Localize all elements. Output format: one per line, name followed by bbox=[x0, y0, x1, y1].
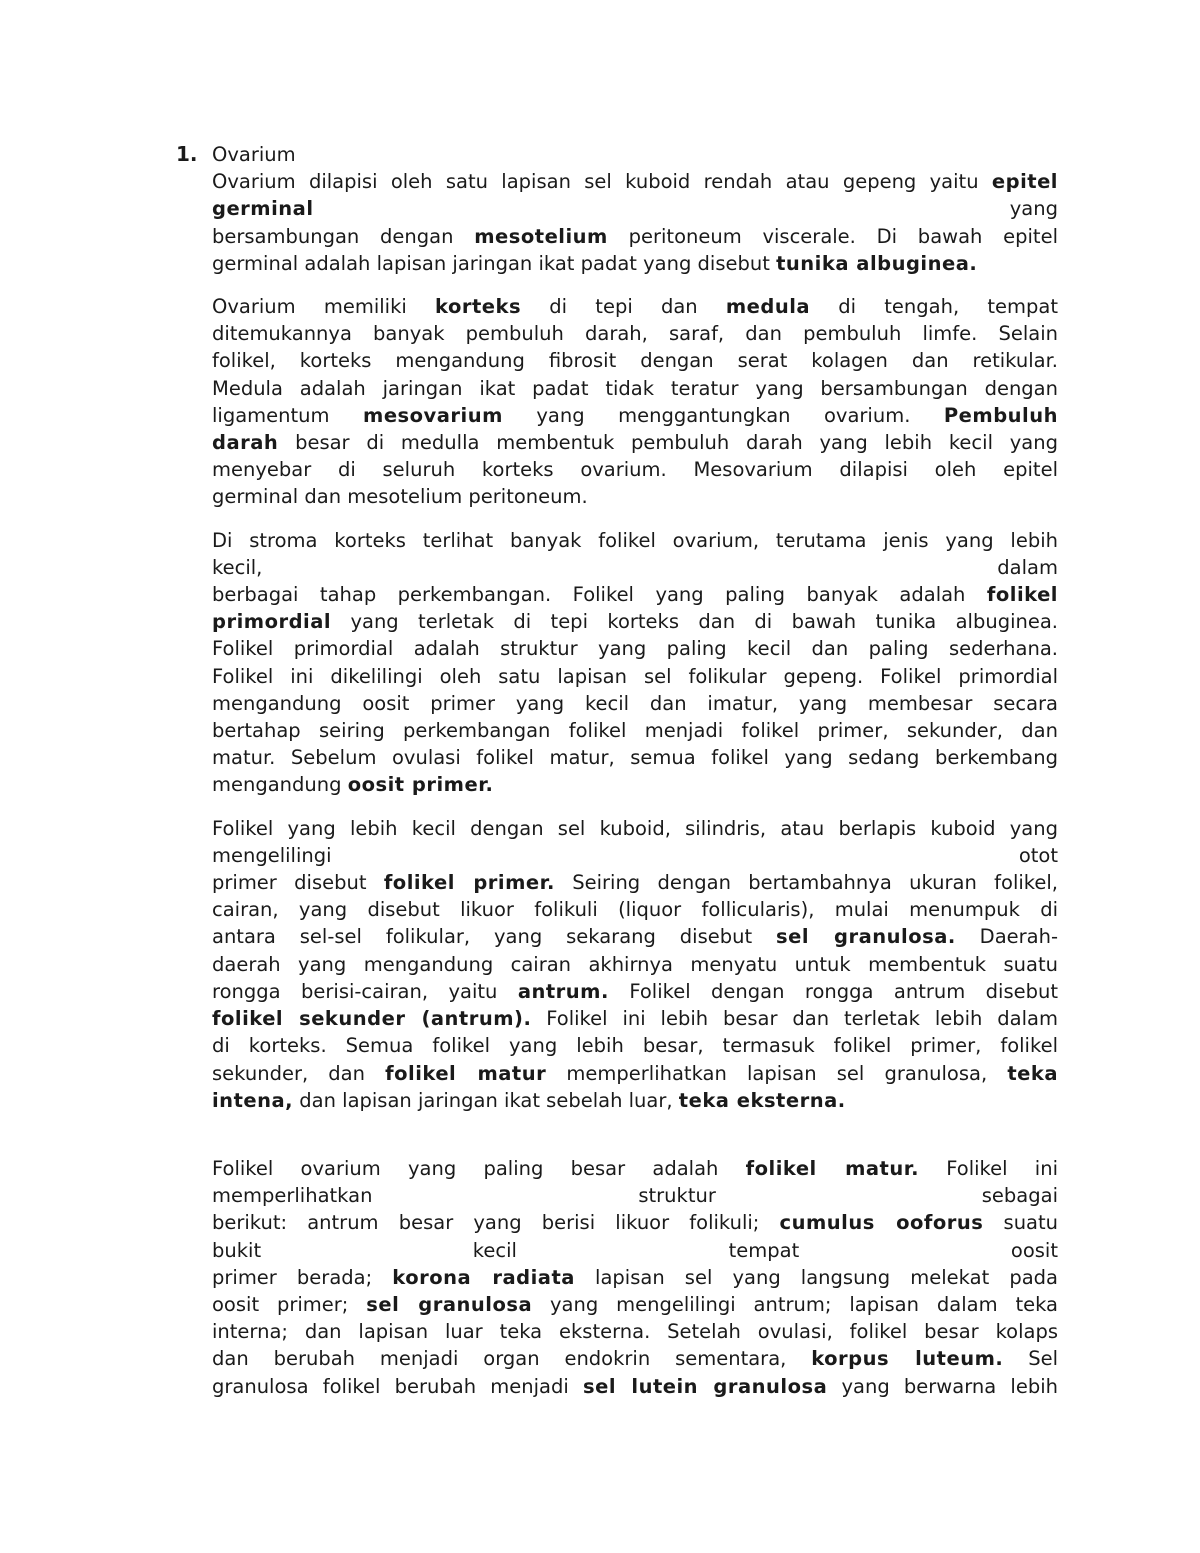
text-run: Folikel dengan rongga antrum disebut bbox=[608, 979, 1058, 1003]
bold-term: antrum. bbox=[517, 979, 609, 1003]
document-body bbox=[212, 141, 1058, 1400]
bold-term: darah bbox=[212, 431, 279, 455]
text-line bbox=[212, 1237, 1058, 1264]
text-line bbox=[212, 923, 1058, 950]
bold-term: tunika albuginea. bbox=[776, 251, 978, 275]
section-heading bbox=[212, 141, 1058, 168]
bold-term: folikel bbox=[986, 583, 1058, 607]
text-run: berbagai tahap perkembangan. Folikel yang paling banyak adalah bbox=[212, 583, 987, 607]
text-run: Seiring dengan bertambahnya ukuran folikel, bbox=[554, 871, 1058, 895]
text-run: Folikel ovarium yang paling besar adalah bbox=[212, 1156, 746, 1180]
text-run: yang mengelilingi antrum; lapisan dalam teka bbox=[532, 1292, 1058, 1316]
text-line bbox=[212, 1087, 1058, 1114]
text-line bbox=[212, 869, 1058, 896]
bold-term: folikel primer. bbox=[383, 871, 555, 895]
text-run: menyebar di seluruh korteks ovarium. Mesovarium dilapisi oleh epitel bbox=[212, 458, 1058, 482]
text-line bbox=[212, 527, 1058, 554]
bold-term: teka eksterna. bbox=[678, 1088, 846, 1112]
text-line bbox=[212, 663, 1058, 690]
text-line bbox=[212, 717, 1058, 744]
text-line bbox=[212, 815, 1058, 842]
text-run: Folikel ini lebih besar dan terletak lebih dalam bbox=[531, 1007, 1058, 1031]
text-run: Folikel primordial adalah struktur yang paling kecil dan paling sederhana. bbox=[212, 637, 1058, 661]
text-run: memperlihatkan struktur sebagai bbox=[212, 1184, 1058, 1208]
text-run: di tepi dan bbox=[521, 295, 726, 319]
bold-term: oosit primer. bbox=[347, 773, 494, 797]
text-line bbox=[212, 554, 1058, 581]
text-line bbox=[212, 250, 1058, 277]
text-run: Medula adalah jaringan ikat padat tidak teratur yang bersambungan dengan bbox=[212, 376, 1058, 400]
text-run: sekunder, dan bbox=[212, 1061, 386, 1085]
text-run: daerah yang mengandung cairan akhirnya menyatu untuk membentuk suatu bbox=[212, 952, 1058, 976]
text-run: primer berada; bbox=[212, 1265, 393, 1289]
text-run: bukit kecil tempat oosit bbox=[212, 1238, 1058, 1262]
text-line bbox=[212, 951, 1058, 978]
bold-term: cumulus ooforus bbox=[779, 1211, 984, 1235]
text-run: yang menggantungkan ovarium. bbox=[502, 403, 944, 427]
bold-term: teka bbox=[1007, 1061, 1058, 1085]
text-line bbox=[212, 456, 1058, 483]
bold-term: korpus luteum. bbox=[811, 1347, 1004, 1371]
text-line bbox=[212, 483, 1058, 510]
text-run: ligamentum bbox=[212, 403, 363, 427]
text-line bbox=[212, 1060, 1058, 1087]
text-line bbox=[212, 1005, 1058, 1032]
text-run: kecil, dalam bbox=[212, 555, 1058, 579]
text-run: Sel bbox=[1003, 1347, 1058, 1371]
text-run: rongga berisi-cairan, yaitu bbox=[212, 979, 518, 1003]
text-run: yang berwarna lebih bbox=[827, 1374, 1058, 1398]
text-line bbox=[212, 293, 1058, 320]
text-run: cairan, yang disebut likuor folikuli (liquor follicularis), mulai menumpuk di bbox=[212, 898, 1058, 922]
text-run: dan lapisan jaringan ikat sebelah luar, bbox=[293, 1088, 679, 1112]
text-line bbox=[212, 744, 1058, 771]
text-run: dan berubah menjadi organ endokrin sementara, bbox=[212, 1347, 812, 1371]
text-line bbox=[212, 1155, 1058, 1182]
text-run: yang terletak di tepi korteks dan di bawah tunika albuginea. bbox=[331, 610, 1058, 634]
text-run: Folikel yang lebih kecil dengan sel kuboid, silindris, atau berlapis kuboid yang bbox=[212, 816, 1058, 840]
bold-term: folikel matur. bbox=[745, 1156, 919, 1180]
text-run: bertahap seiring perkembangan folikel menjadi folikel primer, sekunder, dan bbox=[212, 719, 1058, 743]
text-line bbox=[212, 1182, 1058, 1209]
bold-term: korona radiata bbox=[392, 1265, 575, 1289]
text-run: Di stroma korteks terlihat banyak folikel ovarium, terutama jenis yang lebih bbox=[212, 528, 1058, 552]
text-line bbox=[212, 581, 1058, 608]
list-number: 1. bbox=[176, 142, 198, 166]
text-run: lapisan sel yang langsung melekat pada bbox=[574, 1265, 1058, 1289]
text-line bbox=[212, 842, 1058, 869]
text-line bbox=[212, 195, 1058, 222]
text-run: germinal adalah lapisan jaringan ikat padat yang disebut bbox=[212, 251, 777, 275]
text-run: primer disebut bbox=[212, 871, 384, 895]
text-line bbox=[212, 223, 1058, 250]
bold-term: mesovarium bbox=[363, 403, 503, 427]
text-line bbox=[212, 320, 1058, 347]
text-run: interna; dan lapisan luar teka eksterna. Setelah ovulasi, folikel besar kolaps bbox=[212, 1320, 1058, 1344]
text-run: suatu bbox=[983, 1211, 1059, 1235]
text-run: granulosa folikel berubah menjadi bbox=[212, 1374, 584, 1398]
text-line bbox=[212, 1318, 1058, 1345]
bold-term: germinal bbox=[212, 197, 314, 221]
paragraph-spacer bbox=[212, 277, 1058, 293]
text-run: mengandung oosit primer yang kecil dan imatur, yang membesar secara bbox=[212, 691, 1058, 715]
text-run: Ovarium dilapisi oleh satu lapisan sel kuboid rendah atau gepeng yaitu bbox=[212, 170, 992, 194]
bold-term: sel lutein granulosa bbox=[583, 1374, 828, 1398]
text-line bbox=[212, 1345, 1058, 1372]
text-run: ditemukannya banyak pembuluh darah, saraf, dan pembuluh limfe. Selain bbox=[212, 322, 1058, 346]
text-run: Folikel ini dikelilingi oleh satu lapisan sel folikular gepeng. Folikel primordial bbox=[212, 664, 1058, 688]
text-line bbox=[212, 896, 1058, 923]
bold-term: Pembuluh bbox=[943, 403, 1059, 427]
text-line bbox=[212, 347, 1058, 374]
bold-term: primordial bbox=[212, 610, 332, 634]
text-line bbox=[212, 1209, 1058, 1236]
text-run: mengandung bbox=[212, 773, 348, 797]
bold-term: korteks bbox=[435, 295, 522, 319]
bold-term: sel granulosa. bbox=[776, 925, 956, 949]
bold-term: sel granulosa bbox=[366, 1292, 533, 1316]
text-run: Ovarium memiliki bbox=[212, 295, 435, 319]
text-line bbox=[212, 771, 1058, 798]
text-run: peritoneum viscerale. Di bawah epitel bbox=[607, 224, 1058, 248]
text-run: Ovarium bbox=[212, 143, 296, 166]
text-run: antara sel-sel folikular, yang sekarang disebut bbox=[212, 925, 777, 949]
text-run: folikel, korteks mengandung fibrosit dengan serat kolagen dan retikular. bbox=[212, 349, 1058, 373]
paragraph-spacer bbox=[212, 1114, 1058, 1155]
text-line bbox=[212, 1264, 1058, 1291]
text-run: Folikel ini bbox=[919, 1156, 1058, 1180]
paragraph-spacer bbox=[212, 511, 1058, 527]
bold-term: intena, bbox=[212, 1088, 294, 1112]
text-run: yang bbox=[313, 197, 1058, 221]
text-run: berikut: antrum besar yang berisi likuor folikuli; bbox=[212, 1211, 780, 1235]
text-run: di korteks. Semua folikel yang lebih besar, termasuk folikel primer, folikel bbox=[212, 1034, 1058, 1058]
bold-term: mesotelium bbox=[474, 224, 608, 248]
text-line bbox=[212, 635, 1058, 662]
text-run: germinal dan mesotelium peritoneum. bbox=[212, 485, 588, 509]
bold-term: folikel matur bbox=[385, 1061, 547, 1085]
text-run: oosit primer; bbox=[212, 1292, 367, 1316]
text-line bbox=[212, 978, 1058, 1005]
bold-term: epitel bbox=[991, 170, 1058, 194]
text-line bbox=[212, 1373, 1058, 1400]
text-line bbox=[212, 375, 1058, 402]
text-line bbox=[212, 402, 1058, 429]
paragraph-spacer bbox=[212, 799, 1058, 815]
text-run: di tengah, tempat bbox=[810, 295, 1058, 319]
text-run: memperlihatkan lapisan sel granulosa, bbox=[546, 1061, 1008, 1085]
text-line bbox=[212, 608, 1058, 635]
text-run: matur. Sebelum ovulasi folikel matur, semua folikel yang sedang berkembang bbox=[212, 746, 1058, 770]
text-line bbox=[212, 429, 1058, 456]
bold-term: medula bbox=[725, 295, 811, 319]
text-line bbox=[212, 1032, 1058, 1059]
text-run: bersambungan dengan bbox=[212, 224, 475, 248]
text-line bbox=[212, 168, 1058, 195]
bold-term: folikel sekunder (antrum). bbox=[212, 1007, 532, 1031]
text-line bbox=[212, 1291, 1058, 1318]
text-run: besar di medulla membentuk pembuluh darah yang lebih kecil yang bbox=[278, 431, 1058, 455]
text-run: Daerah- bbox=[955, 925, 1058, 949]
text-line bbox=[212, 690, 1058, 717]
text-run: mengelilingi otot bbox=[212, 843, 1058, 867]
